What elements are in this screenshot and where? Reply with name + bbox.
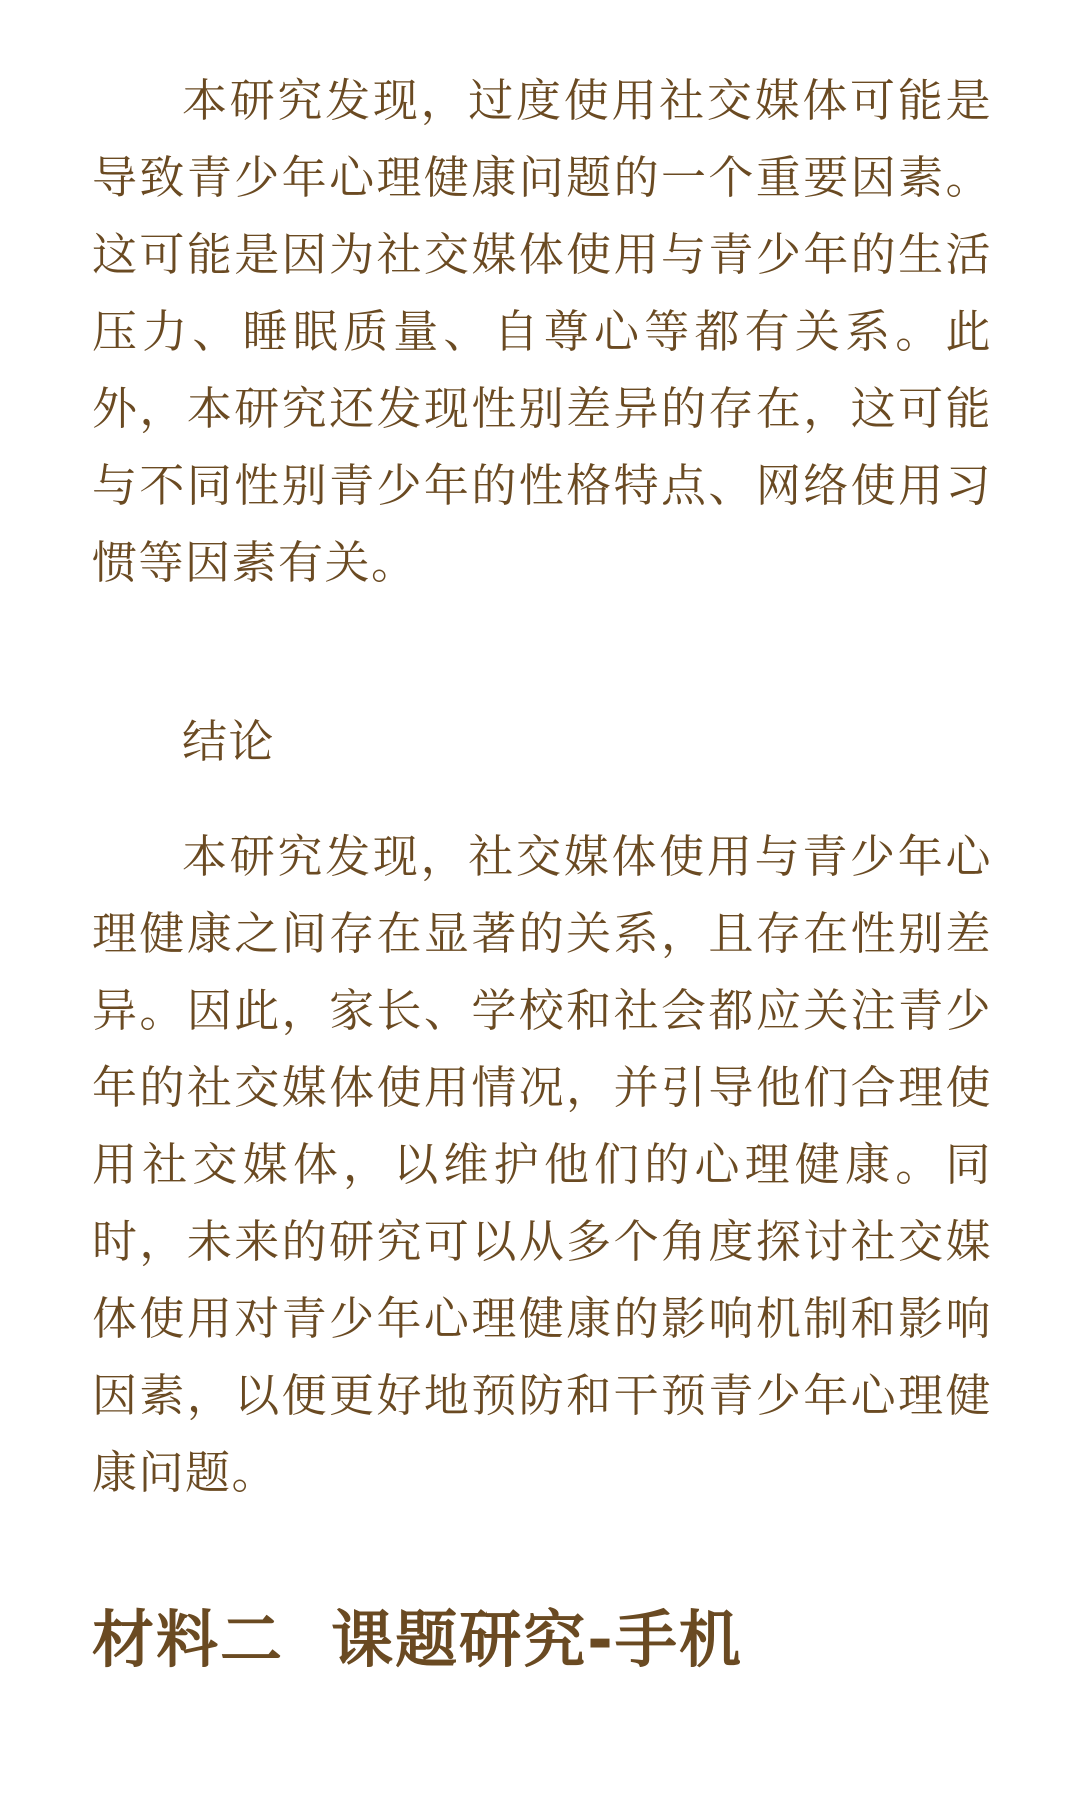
- discussion-paragraph: 本研究发现，过度使用社交媒体可能是导致青少年心理健康问题的一个重要因素。这可能是因为社交媒体使用与青少年的生活压力、睡眠质量、自尊心等都有关系。此外，本研究还发现性别差异的存在，这可能与不同性别青少年的性格特点、网络使用习惯等因素有关。: [92, 74, 992, 589]
- section-title: 材料二 课题研究-手机: [92, 1603, 743, 1676]
- paragraph-spacer: [92, 601, 992, 703]
- paragraph-spacer: [92, 780, 992, 818]
- conclusion-heading: 结论: [182, 715, 276, 768]
- conclusion-paragraph: 本研究发现，社交媒体使用与青少年心理健康之间存在显著的关系，且存在性别差异。因此，家长、学校和社会都应关注青少年的社交媒体使用情况，并引导他们合理使用社交媒体，以维护他们的心理健康。同时，未来的研究可以从多个角度探讨社交媒体使用对青少年心理健康的影响机制和影响因素，以便更好地预防和干预青少年心理健康问题。: [92, 830, 992, 1499]
- article-body: [92, 62, 992, 1511]
